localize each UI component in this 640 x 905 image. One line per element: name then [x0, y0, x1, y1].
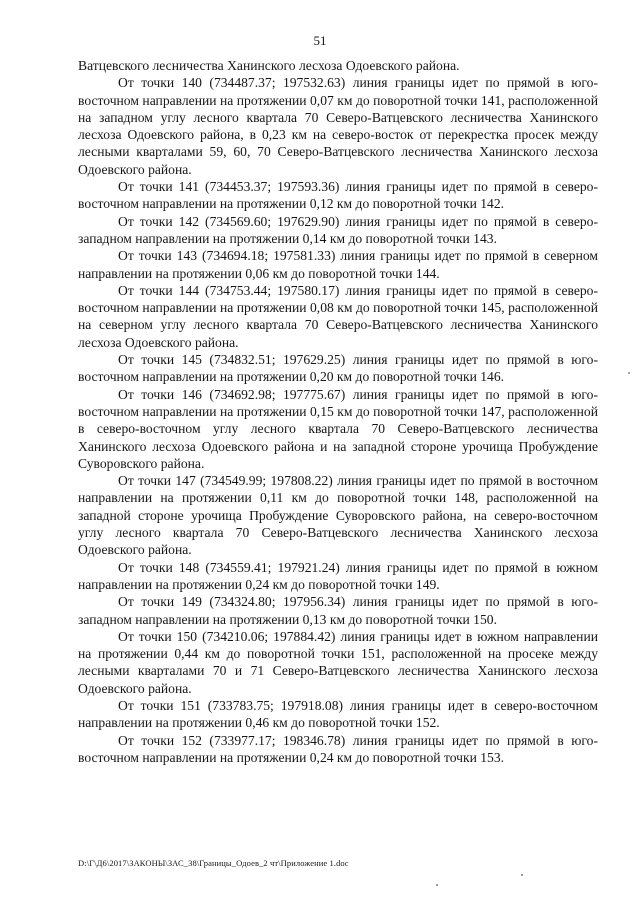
- paragraph-point-142: От точки 142 (734569.60; 197629.90) линия границы идет по прямой в северо-западном направлении на протяжении 0,14 км до поворотной точки 143.: [78, 213, 598, 246]
- scan-speck: [521, 874, 523, 876]
- paragraph-point-152: От точки 152 (733977.17; 198346.78) линия границы идет по прямой в юго-восточном направлении на протяжении 0,24 км до поворотной точки 153.: [78, 732, 598, 765]
- paragraph-point-146: От точки 146 (734692.98; 197775.67) линия границы идет по прямой в юго-восточном направлении на протяжении 0,15 км до поворотной точки 147, расположенной в северо-восточном углу лесного квартала 70 Северо-Ватцевского лесничества Ханинского лесхоза Одоевского района и на западной стороне урочища Пробуждение Суворовского района.: [78, 386, 598, 471]
- paragraph-point-150: От точки 150 (734210.06; 197884.42) линия границы идет в южном направлении на протяжении 0,44 км до поворотной точки 151, расположенной на просеке между лесными кварталами 70 и 71 Северо-Ватцевского лесничества Ханинского лесхоза Одоевского района.: [78, 628, 598, 696]
- paragraph-point-151: От точки 151 (733783.75; 197918.08) линия границы идет в северо-восточном направлении на протяжении 0,46 км до поворотной точки 152.: [78, 697, 598, 731]
- scan-speck: [628, 372, 630, 374]
- paragraph-continuation: Ватцевского лесничества Ханинского лесхоза Одоевского района.: [78, 58, 460, 73]
- paragraph-point-145: От точки 145 (734832.51; 197629.25) линия границы идет по прямой в юго-восточном направлении на протяжении 0,20 км до поворотной точки 146.: [78, 352, 598, 385]
- paragraph-point-148: От точки 148 (734559.41; 197921.24) линия границы идет по прямой в южном направлении на протяжении 0,24 км до поворотной точки 149.: [78, 559, 598, 592]
- paragraph-point-147: От точки 147 (734549.99; 197808.22) линия границы идет по прямой в восточном направлении на протяжении 0,11 км до поворотной точки 148, расположенной на западной стороне урочища Пробуждение Суворовского района, на северо-восточном углу лесного квартала 70 Северо-Ватцевского лесничества Ханинского лесхоза Одоевского района.: [78, 473, 598, 558]
- document-body: [78, 57, 598, 766]
- footer-file-path: D:\Г\Д6\2017\ЗАКОНЫ\ЗАС_38\Границы_Одоев_2 чт\Приложение 1.doc: [78, 858, 349, 868]
- paragraph-point-144: От точки 144 (734753.44; 197580.17) линия границы идет по прямой в северо-восточном направлении на протяжении 0,08 км до поворотной точки 145, расположенной на северном углу лесного квартала 70 Северо-Ватцевского лесничества Ханинского лесхоза Одоевского района.: [78, 282, 598, 350]
- page-number: 51: [313, 33, 327, 48]
- paragraph-point-141: От точки 141 (734453.37; 197593.36) линия границы идет по прямой в северо-восточном направлении на протяжении 0,12 км до поворотной точки 142.: [78, 179, 598, 212]
- scan-speck: [436, 884, 438, 886]
- paragraph-point-149: От точки 149 (734324.80; 197956.34) линия границы идет по прямой в юго-западном направлении на протяжении 0,13 км до поворотной точки 150.: [78, 594, 598, 627]
- paragraph-point-143: От точки 143 (734694.18; 197581.33) линия границы идет по прямой в северном направлении на протяжении 0,06 км до поворотной точки 144.: [78, 248, 598, 281]
- paragraph-point-140: От точки 140 (734487.37; 197532.63) линия границы идет по прямой в юго-восточном направлении на протяжении 0,07 км до поворотной точки 141, расположенной на западном углу лесного квартала 70 Северо-Ватцевского лесничества Ханинского лесхоза Одоевского района, в 0,23 км на северо-восток от перекрестка просек между лесными кварталами 59, 60, 70 Северо-Ватцевского лесничества Ханинского лесхоза Одоевского района.: [78, 75, 598, 177]
